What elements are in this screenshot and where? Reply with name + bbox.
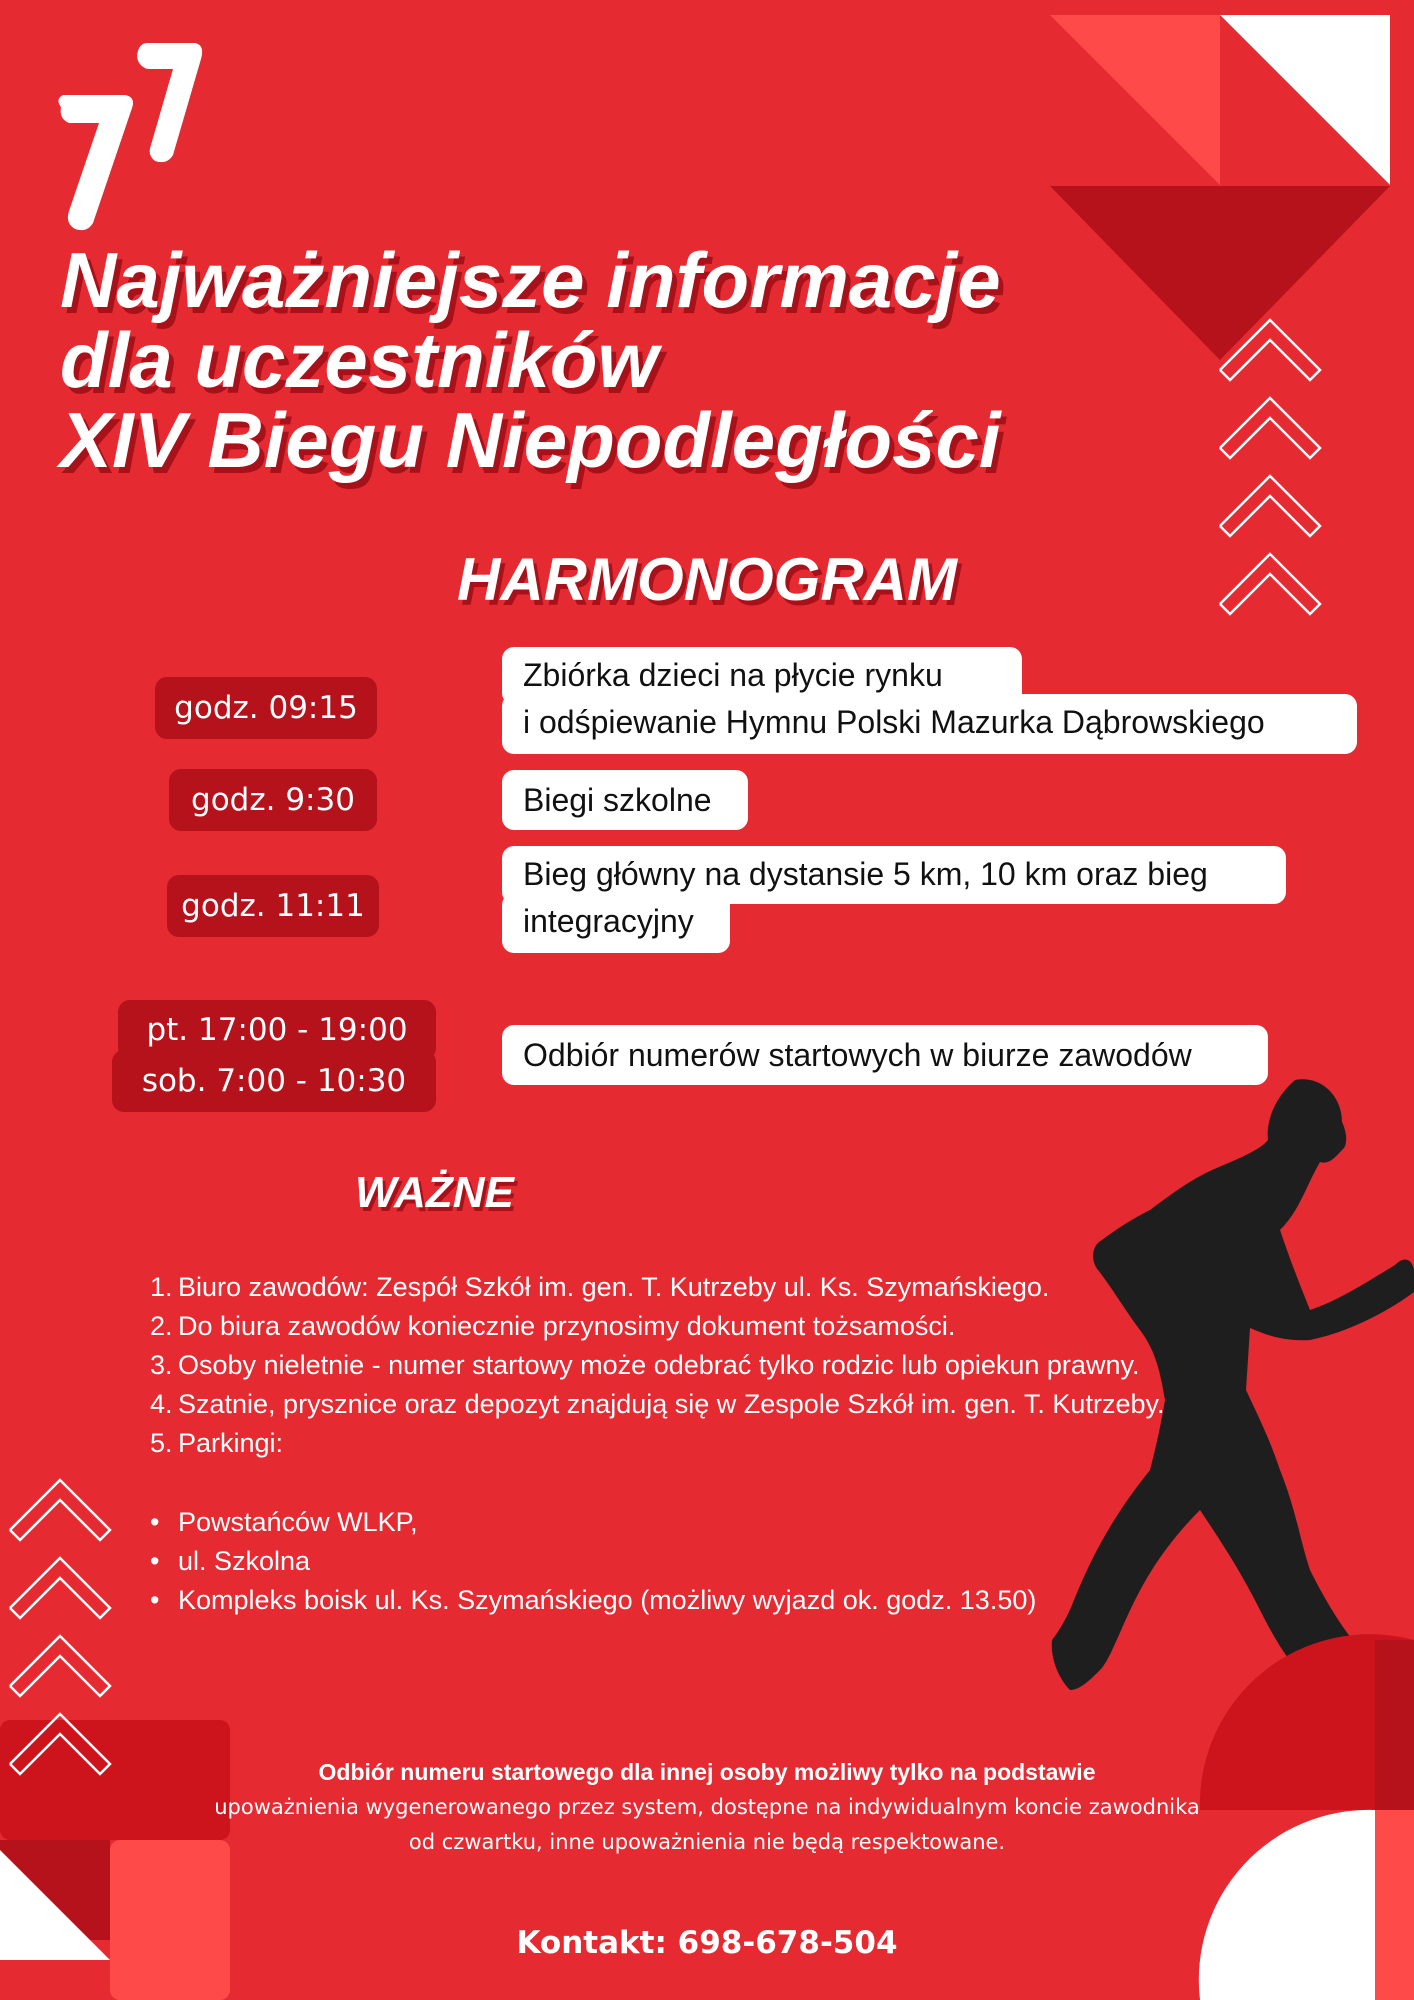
list-item: 4. Szatnie, prysznice oraz depozyt znajdują się w Zespole Szkół im. gen. T. Kutrzeby. xyxy=(150,1389,1165,1419)
schedule-heading: HARMONOGRAM xyxy=(457,546,957,613)
note-line-1: Odbiór numeru startowego dla innej osoby możliwy tylko na podstawie xyxy=(318,1759,1096,1785)
seventy-seven-logo xyxy=(55,35,205,235)
schedule-time-4b: sob. 7:00 - 10:30 xyxy=(112,1050,436,1112)
title-line-2: dla uczestników xyxy=(60,316,659,404)
chevron-up-icon xyxy=(5,1475,115,1785)
schedule-time-3: godz. 11:11 xyxy=(167,875,379,937)
schedule-desc-2-line-1: Biegi szkolne xyxy=(523,782,712,818)
title-line-3: XIV Biegu Niepodległości xyxy=(60,396,1001,484)
schedule-desc-1-line-2: i odśpiewanie Hymnu Polski Mazurka Dąbrowskiego xyxy=(523,704,1265,740)
parking-item-3: • Kompleks boisk ul. Ks. Szymańskiego (możliwy wyjazd ok. godz. 13.50) xyxy=(150,1581,1036,1620)
important-item-1: Biuro zawodów: Zespół Szkół im. gen. T. Kutrzeby ul. Ks. Szymańskiego. xyxy=(178,1272,1050,1302)
parking-item-2: • ul. Szkolna xyxy=(150,1542,1036,1581)
parking-list xyxy=(150,1503,1036,1620)
list-item: 3. Osoby nieletnie - numer startowy może odebrać tylko rodzic lub opiekun prawny. xyxy=(150,1350,1140,1380)
list-item: 2. Do biura zawodów koniecznie przynosimy dokument tożsamości. xyxy=(150,1311,956,1341)
title-line-1: Najważniejsze informacje xyxy=(60,236,1001,324)
schedule-desc-3-line-1: Bieg główny na dystansie 5 km, 10 km oraz bieg xyxy=(523,856,1208,892)
schedule-time-2: godz. 9:30 xyxy=(169,769,377,831)
schedule-desc-4-line-1: Odbiór numerów startowych w biurze zawodów xyxy=(523,1037,1192,1073)
important-item-3: Osoby nieletnie - numer startowy może odebrać tylko rodzic lub opiekun prawny. xyxy=(178,1350,1140,1380)
schedule-desc-3-line-2: integracyjny xyxy=(523,903,694,939)
schedule-desc-1-line-1: Zbiórka dzieci na płycie rynku xyxy=(523,657,943,693)
important-item-5: Parkingi: xyxy=(178,1428,284,1458)
parking-item-1: • Powstańców WLKP, xyxy=(150,1503,1036,1542)
important-item-2: Do biura zawodów koniecznie przynosimy dokument tożsamości. xyxy=(178,1311,956,1341)
authorization-note xyxy=(0,1755,1414,1860)
note-line-3: od czwartku, inne upoważnienia nie będą respektowane. xyxy=(408,1830,1006,1854)
important-item-4: Szatnie, prysznice oraz depozyt znajdują się w Zespole Szkół im. gen. T. Kutrzeby. xyxy=(178,1389,1165,1419)
schedule-time-1: godz. 09:15 xyxy=(155,677,377,739)
schedule-desc-3-text xyxy=(523,851,1208,945)
schedule-desc-2 xyxy=(502,770,748,830)
schedule-desc-1-text xyxy=(523,652,1265,746)
important-list xyxy=(150,1268,1164,1463)
contact-phone: Kontakt: 698-678-504 xyxy=(516,1925,898,1961)
important-heading: WAŻNE xyxy=(355,1168,514,1217)
note-line-2: upoważnienia wygenerowanego przez system, dostępne na indywidualnym koncie zawodnika xyxy=(214,1795,1200,1819)
list-item: 5. Parkingi: xyxy=(150,1428,284,1458)
schedule-time-4a: pt. 17:00 - 19:00 xyxy=(118,1000,436,1060)
list-item: 1. Biuro zawodów: Zespół Szkół im. gen. T. Kutrzeby ul. Ks. Szymańskiego. xyxy=(150,1272,1050,1302)
page-title xyxy=(60,236,1120,484)
